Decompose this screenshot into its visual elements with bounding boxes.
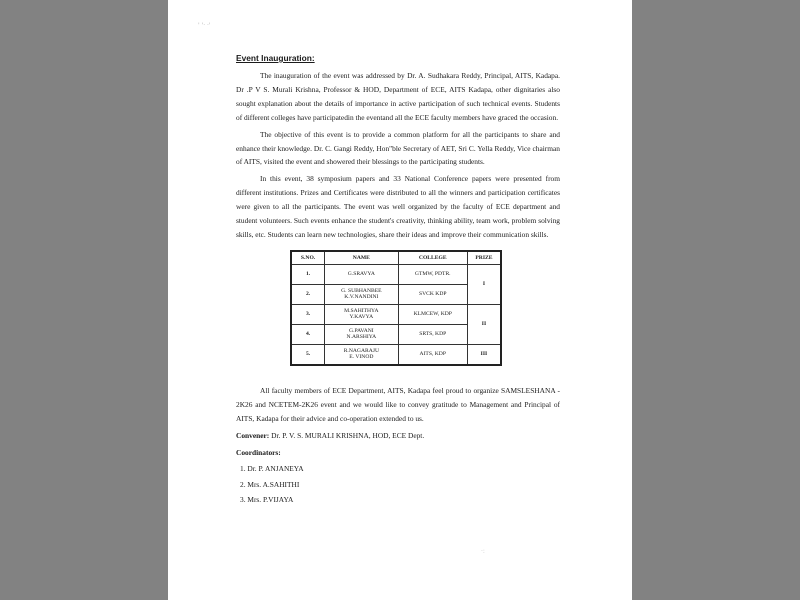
- cell-college: AITS, KDP: [398, 344, 467, 365]
- cell-college: GTMW, PDTR.: [398, 264, 467, 284]
- document-body: [236, 52, 560, 508]
- cell-prize: II: [467, 304, 501, 344]
- convener-value: Dr. P. V. S. MURALI KRISHNA, HOD, ECE Dept.: [269, 430, 425, 440]
- paragraph-objective: The objective of this event is to provide a common platform for all the participants to share and enhance their knowledge. Dr. C. Gangi Reddy, Hon"ble Secretary of AET, Sri C. Yella Reddy, Vice chairman of AITS, visited the event and showered their blessings to the participating students.: [236, 129, 560, 167]
- scan-specks-bottom: ·:: [481, 548, 485, 555]
- table-header-row: [291, 251, 501, 265]
- table-row: [291, 344, 501, 365]
- cell-college: KLMCEW, KDP: [398, 304, 467, 324]
- cell-name: G. SUBHANBEE K.V.NANDINI: [325, 284, 399, 304]
- list-item: 2. Mrs. A.SAHITHI: [240, 479, 300, 489]
- coordinators-list: [240, 461, 560, 508]
- cell-sno: 3.: [291, 304, 325, 324]
- cell-name: G.SRAVYA: [325, 264, 399, 284]
- cell-sno: 2.: [291, 284, 325, 304]
- cell-name: R.NAGARAJU E. VINOD: [325, 344, 399, 365]
- paragraph-closing: All faculty members of ECE Department, AITS, Kadapa feel proud to organize SAMSLESHANA - 2K26 and NCETEM-2K26 event and we would like to convey gratitude to Management and Principal of AITS, Kadapa for their advice and co-operation extended to us.: [236, 385, 560, 423]
- convener-line: [236, 429, 560, 443]
- coordinators-title: Coordinators:: [236, 447, 281, 457]
- header-college: COLLEGE: [398, 251, 467, 265]
- list-item: 1. Dr. P. ANJANEYA: [240, 464, 304, 474]
- cell-sno: 1.: [291, 264, 325, 284]
- section-heading: Event Inauguration:: [236, 53, 315, 63]
- cell-sno: 4.: [291, 324, 325, 344]
- paragraph-inauguration: The inauguration of the event was addressed by Dr. A. Sudhakara Reddy, Principal, AITS, Kadapa. Dr .P V S. Murali Krishna, Professor & HOD, Department of ECE, AITS Kadapa, other dignitaries also sought explanation about the details of importance in active participation of such technical events. Students of different colleges have participatedin the eventand all the ECE faculty members have graced the occasion.: [236, 71, 560, 122]
- scan-specks: ' '· ·': [198, 22, 211, 29]
- prize-table: [290, 250, 502, 366]
- convener-label: Convener:: [236, 430, 270, 440]
- cell-college: SVCK KDP: [398, 284, 467, 304]
- header-name: NAME: [325, 251, 399, 265]
- table-row: [291, 264, 501, 284]
- cell-college: SRTS, KDP: [398, 324, 467, 344]
- cell-name: M.SAHITHYA Y.KAVYA: [325, 304, 399, 324]
- list-item: 3. Mrs. P.VIJAYA: [240, 495, 294, 505]
- paragraph-event-summary: In this event, 38 symposium papers and 33 National Conference papers were presented from different institutions. Prizes and Certificates were distributed to all the winners and participation certificates were given to all the participants. The event was well organized by the faculty of ECE department and student volunteers. Such events enhance the student's creativity, thinking ability, team work, problem solving skills, etc. Students can learn new technologies, share their ideas and improve their communication skills.: [236, 174, 560, 239]
- cell-sno: 5.: [291, 344, 325, 365]
- cell-prize: III: [467, 344, 501, 365]
- cell-name: G.PAVANI N.ARSHIYA: [325, 324, 399, 344]
- header-sno: S.NO.: [291, 251, 325, 265]
- prize-table-wrapper: [290, 250, 502, 366]
- header-prize: PRIZE: [467, 251, 501, 265]
- document-page: [168, 0, 632, 600]
- table-row: [291, 304, 501, 324]
- cell-prize: I: [467, 264, 501, 304]
